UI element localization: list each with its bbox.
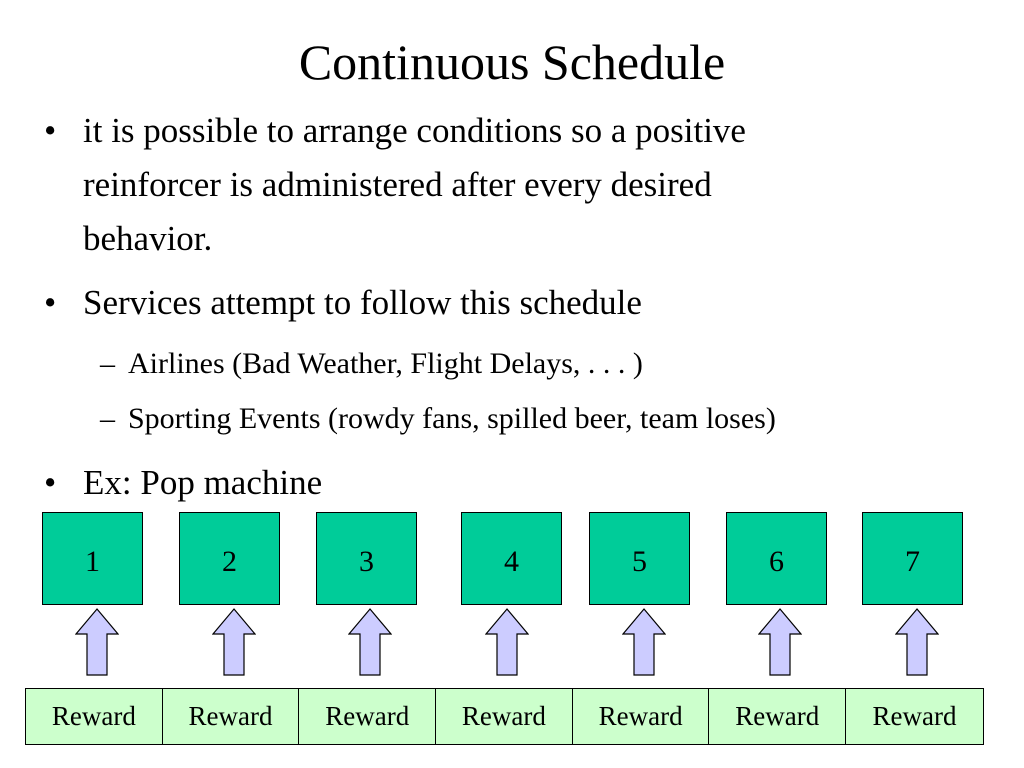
dash-icon: – <box>100 402 115 435</box>
reward-cell: Reward <box>709 689 846 744</box>
bullet-icon: • <box>44 111 57 150</box>
bullet-text: Services attempt to follow this schedule <box>83 283 642 322</box>
slide-title: Continuous Schedule <box>298 34 726 90</box>
number-box: 1 <box>42 512 143 605</box>
number-box: 7 <box>862 512 963 605</box>
up-arrow-icon <box>75 608 119 676</box>
reward-cell: Reward <box>436 689 573 744</box>
reward-cell: Reward <box>872 701 957 731</box>
number-box: 6 <box>726 512 827 605</box>
reward-cell: Reward <box>26 689 163 744</box>
up-arrow-icon <box>348 608 392 676</box>
bullet-icon: • <box>44 463 57 502</box>
number-box: 3 <box>316 512 417 605</box>
up-arrow-icon <box>622 608 666 676</box>
dash-icon: – <box>100 347 115 380</box>
bullet-text: Ex: Pop machine <box>83 463 323 502</box>
up-arrow-icon <box>758 608 802 676</box>
sub-bullet-text: Sporting Events (rowdy fans, spilled beer, team loses) <box>128 402 776 435</box>
bullet-text: behavior. <box>83 219 213 258</box>
bullet-text: reinforcer is administered after every desired <box>83 165 712 204</box>
up-arrow-icon <box>485 608 529 676</box>
reward-row <box>25 688 984 745</box>
sub-bullet-text: Airlines (Bad Weather, Flight Delays, . . . ) <box>128 347 643 380</box>
up-arrow-icon <box>895 608 939 676</box>
reward-cell: Reward <box>299 689 436 744</box>
number-box: 4 <box>461 512 562 605</box>
reward-cell: Reward <box>163 689 300 744</box>
up-arrow-icon <box>212 608 256 676</box>
bullet-text: it is possible to arrange conditions so a positive <box>83 111 746 150</box>
reward-cell: Reward <box>573 689 710 744</box>
bullet-icon: • <box>44 283 57 322</box>
number-box: 2 <box>179 512 280 605</box>
number-box: 5 <box>589 512 690 605</box>
